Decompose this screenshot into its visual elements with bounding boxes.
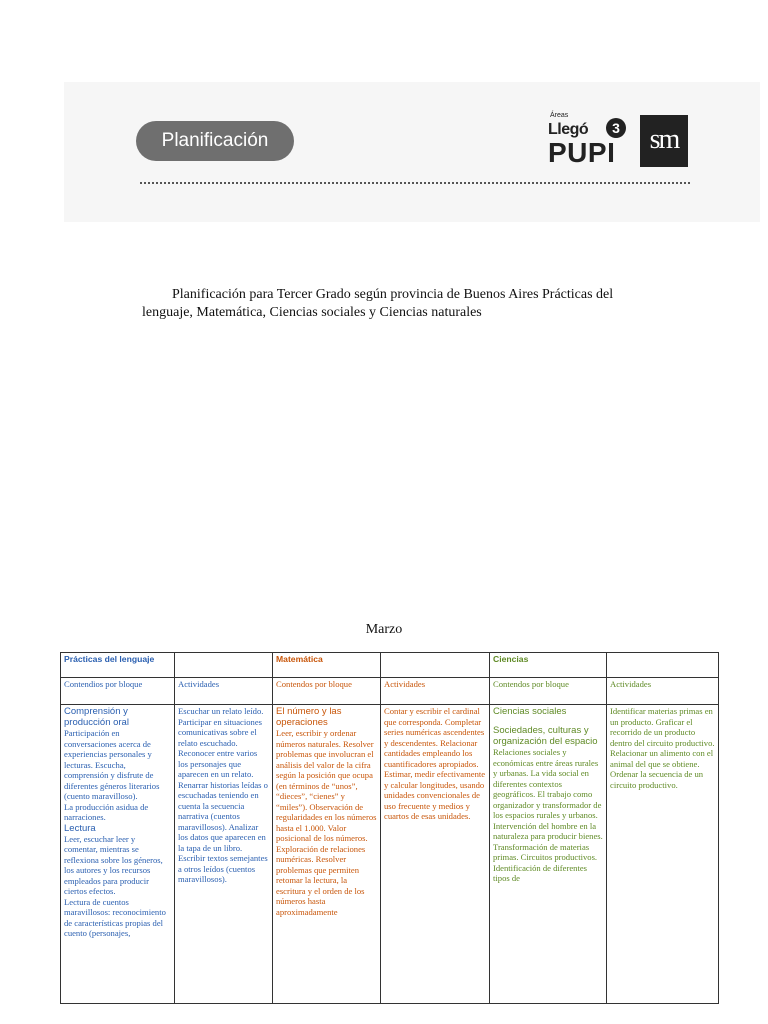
lang-actividades-header: Actividades [175,678,273,705]
cien-contenidos-cell [490,705,607,1004]
brand-llego: Llegó [548,121,589,138]
cien-contenidos-header: Contendos por bloque [490,678,607,705]
dotted-divider [140,182,690,184]
lang-content-text: La producción asidua de narraciones. [64,801,149,822]
document-title: Planificación para Tercer Grado según provincia de Buenos Aires Prácticas del lenguaje, Matemática, Ciencias sociales y Ciencias naturales [142,287,614,320]
sm-publisher-logo: sm [640,115,688,167]
math-activities-text: Contar y escribir el cardinal que corresponda. Completar series numéricas ascendentes y descendentes. Relacionar cantidades empleando los cuantificadores apropiados. Estimar, medir efectivamente y calcular longitudes, usando unidades convencionales de uso frecuente y medios y cuartos de esas unidades. [384,706,486,821]
brand-areas: Áreas [550,112,569,119]
brand-pupi: PUPI [548,137,616,168]
llego-pupi-logo [548,112,628,168]
lang-content-text: Participación en conversaciones acerca de experiencias personales y lecturas. Escucha, comprensión y disfrute de diferentes géneros literarios (cuento maravilloso). [64,728,160,801]
empty-header-cell [381,653,490,678]
math-block-title: El número y las operaciones [276,706,342,728]
planning-table [60,652,719,1004]
area-matematica-header: Matemática [273,653,381,678]
cien-content-text: Relaciones sociales y económicas entre áreas rurales y urbanas. La vida social en diferentes contextos geográficos. El trabajo como organizador y transformador de los espacios rurales y urbanos. Intervención del hombre en la naturaleza para producir bienes. Transformación de materias primas. Circuitos productivos. Identificación de diferentes tipos de [493,747,603,883]
table-subheader-row [61,678,719,705]
planificacion-label: Planificación [136,121,294,161]
area-practicas-header: Prácticas del lenguaje [61,653,175,678]
brand-number: 3 [606,118,626,138]
lang-block-title: Lectura [64,822,96,834]
table-header-row [61,653,719,678]
lang-actividades-cell [175,705,273,1004]
lang-block-title: Comprensión y producción oral [64,706,129,728]
empty-header-cell [175,653,273,678]
math-actividades-cell [381,705,490,1004]
empty-header-cell [607,653,719,678]
cien-activities-text: Identificar materias primas en un producto. Graficar el recorrido de un producto dentro del circuito productivo. Relacionar un alimento con el animal del que se obtiene. Ordenar la secuencia de un circuito productivo. [610,706,715,790]
lang-content-text: Lectura de cuentos maravillosos: reconocimiento de características propias del cuento (personajes, [64,896,166,938]
month-heading: Marzo [365,622,403,637]
math-contenidos-cell [273,705,381,1004]
cien-block-title: Ciencias sociales [493,706,567,717]
math-contenidos-header: Contendos por bloque [273,678,381,705]
cien-actividades-cell [607,705,719,1004]
area-ciencias-header: Ciencias [490,653,607,678]
math-content-text: Leer, escribir y ordenar números naturales. Resolver problemas que involucran el análisis del valor de la cifra según la posición que ocupa (en términos de “unos”, “dieces”, “cienes” y “miles”). Observación de regularidades en los números hasta el 1.000. Valor posicional de los números. Exploración de relaciones numéricas. Resolver problemas que permiten retomar la lectura, la escritura y el orden de los números hasta aproximadamente [276,728,377,917]
cien-actividades-header: Actividades [607,678,719,705]
lang-contenidos-header: Contendios por bloque [61,678,175,705]
math-actividades-header: Actividades [381,678,490,705]
table-content-row [61,705,719,1004]
lang-activities-text: Escuchar un relato leído. Participar en situaciones comunicativas sobre el relato escuchado. Reconocer entre varios los personajes que aparecen en un relato. Renarrar historias leídas o escuchadas teniendo en cuenta la secuencia narrativa (cuentos maravillosos). Analizar los datos que aparecen en la tapa de un libro. Escribir textos semejantes a otros leídos (cuentos maravillosos). [178,706,268,884]
cien-block-subtitle: Sociedades, culturas y organización del espacio [493,725,598,747]
lang-content-text: Leer, escuchar leer y comentar, mientras se reflexiona sobre los géneros, los autores y los recursos empleados para producir ciertos efectos. [64,833,163,896]
lang-contenidos-cell [61,705,175,1004]
